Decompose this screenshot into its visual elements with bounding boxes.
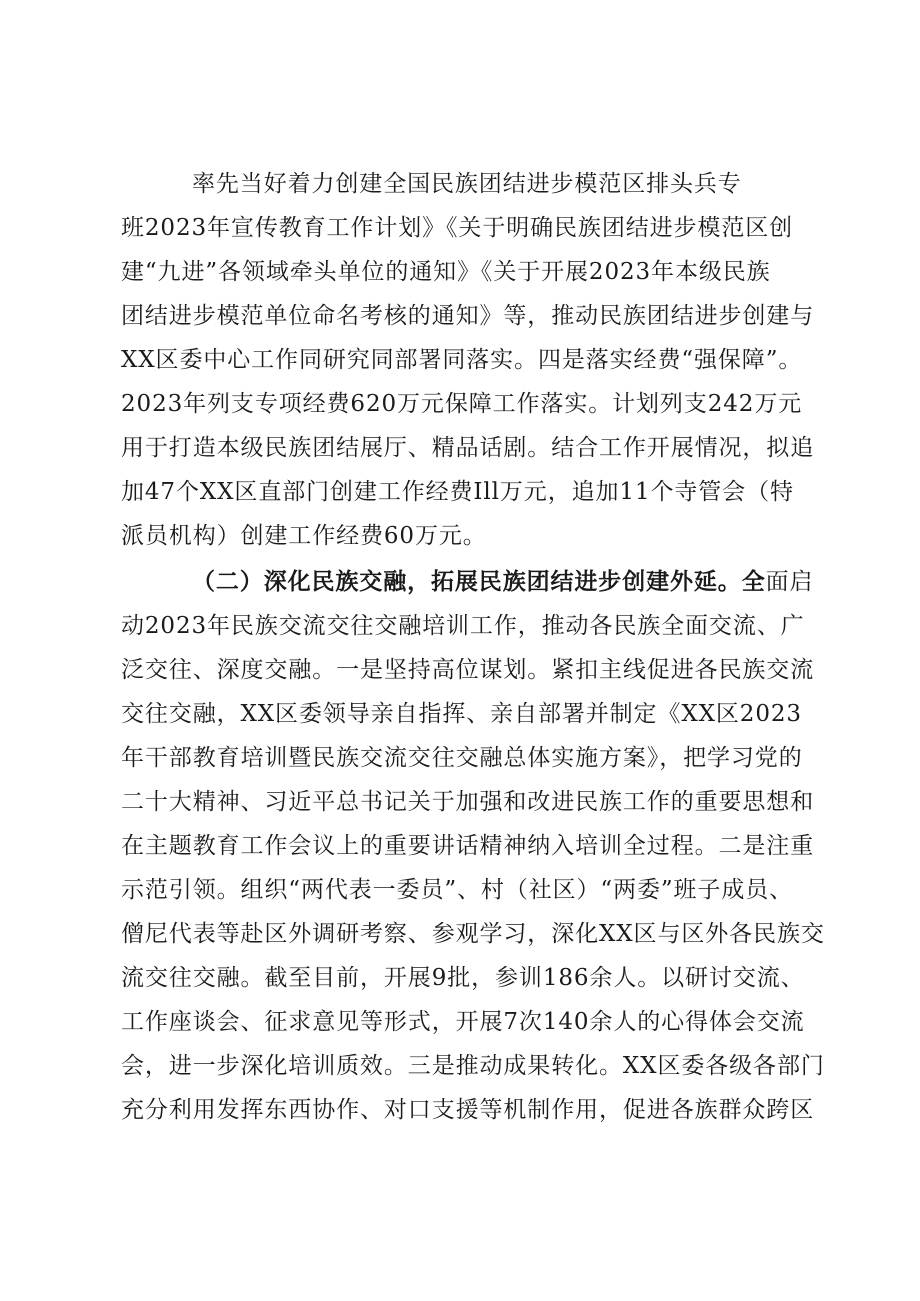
paragraph-line: XX区委中心工作同研究同部署同落实。四是落实经费“强保障”。 xyxy=(121,347,803,373)
paragraph-line: 僧尼代表等赴区外调研考察、参观学习，深化XX区与区外各民族交 xyxy=(121,921,825,947)
paragraph-line: 交往交融，XX区委领导亲自指挥、亲自部署并制定《XX区2023 xyxy=(121,701,802,727)
paragraph-line: 用于打造本级民族团结展厅、精品话剧。结合工作开展情况，拟追 xyxy=(121,435,815,461)
paragraph-line: 二十大精神、习近平总书记关于加强和改进民族工作的重要思想和 xyxy=(121,789,815,815)
paragraph-line: 工作座谈会、征求意见等形式，开展7次140余人的心得体会交流 xyxy=(121,1009,805,1035)
section-heading-line xyxy=(192,560,814,604)
paragraph-line: 2023年列支专项经费620万元保障工作落实。计划列支242万元 xyxy=(121,391,803,417)
paragraph-line: 流交往交融。截至目前，开展9批，参训186余人。以研讨交流、 xyxy=(121,965,805,991)
paragraph-line: 在主题教育工作会议上的重要讲话精神纳入培训全过程。二是注重 xyxy=(121,833,815,859)
section-heading-continuation: 面启 xyxy=(765,569,814,595)
paragraph-line: 动2023年民族交流交往交融培训工作，推动各民族全面交流、广 xyxy=(121,613,805,639)
paragraph-line: 会，进一步深化培训质效。三是推动成果转化。XX区委各级各部门 xyxy=(121,1053,825,1079)
paragraph-line: 加47个XX区直部门创建工作经费Ill万元，追加11个寺管会（特 xyxy=(121,479,794,505)
paragraph-line: 充分利用发挥东西协作、对口支援等机制作用，促进各族群众跨区 xyxy=(121,1097,815,1123)
paragraph-line: 率先当好着力创建全国民族团结进步模范区排头兵专 xyxy=(192,171,742,197)
paragraph-line: 班2023年宣传教育工作计划》《关于明确民族团结进步模范区创 xyxy=(121,215,794,241)
paragraph-line: 团结进步模范单位命名考核的通知》等，推动民族团结进步创建与 xyxy=(121,303,815,329)
paragraph-line: 泛交往、深度交融。一是坚持高位谋划。紧扣主线促进各民族交流 xyxy=(121,657,815,683)
paragraph-line: 示范引领。组织“两代表一委员”、村（社区）“两委”班子成员、 xyxy=(121,877,794,903)
paragraph-line: 年干部教育培训暨民族交流交往交融总体实施方案》，把学习党的 xyxy=(121,745,803,771)
paragraph-line: 派员机构）创建工作经费60万元。 xyxy=(121,523,487,549)
paragraph-line: 建“九进”各领域牵头单位的通知》《关于开展2023年本级民族 xyxy=(121,259,771,285)
section-heading: （二）深化民族交融，拓展民族团结进步创建外延。全 xyxy=(192,568,766,595)
